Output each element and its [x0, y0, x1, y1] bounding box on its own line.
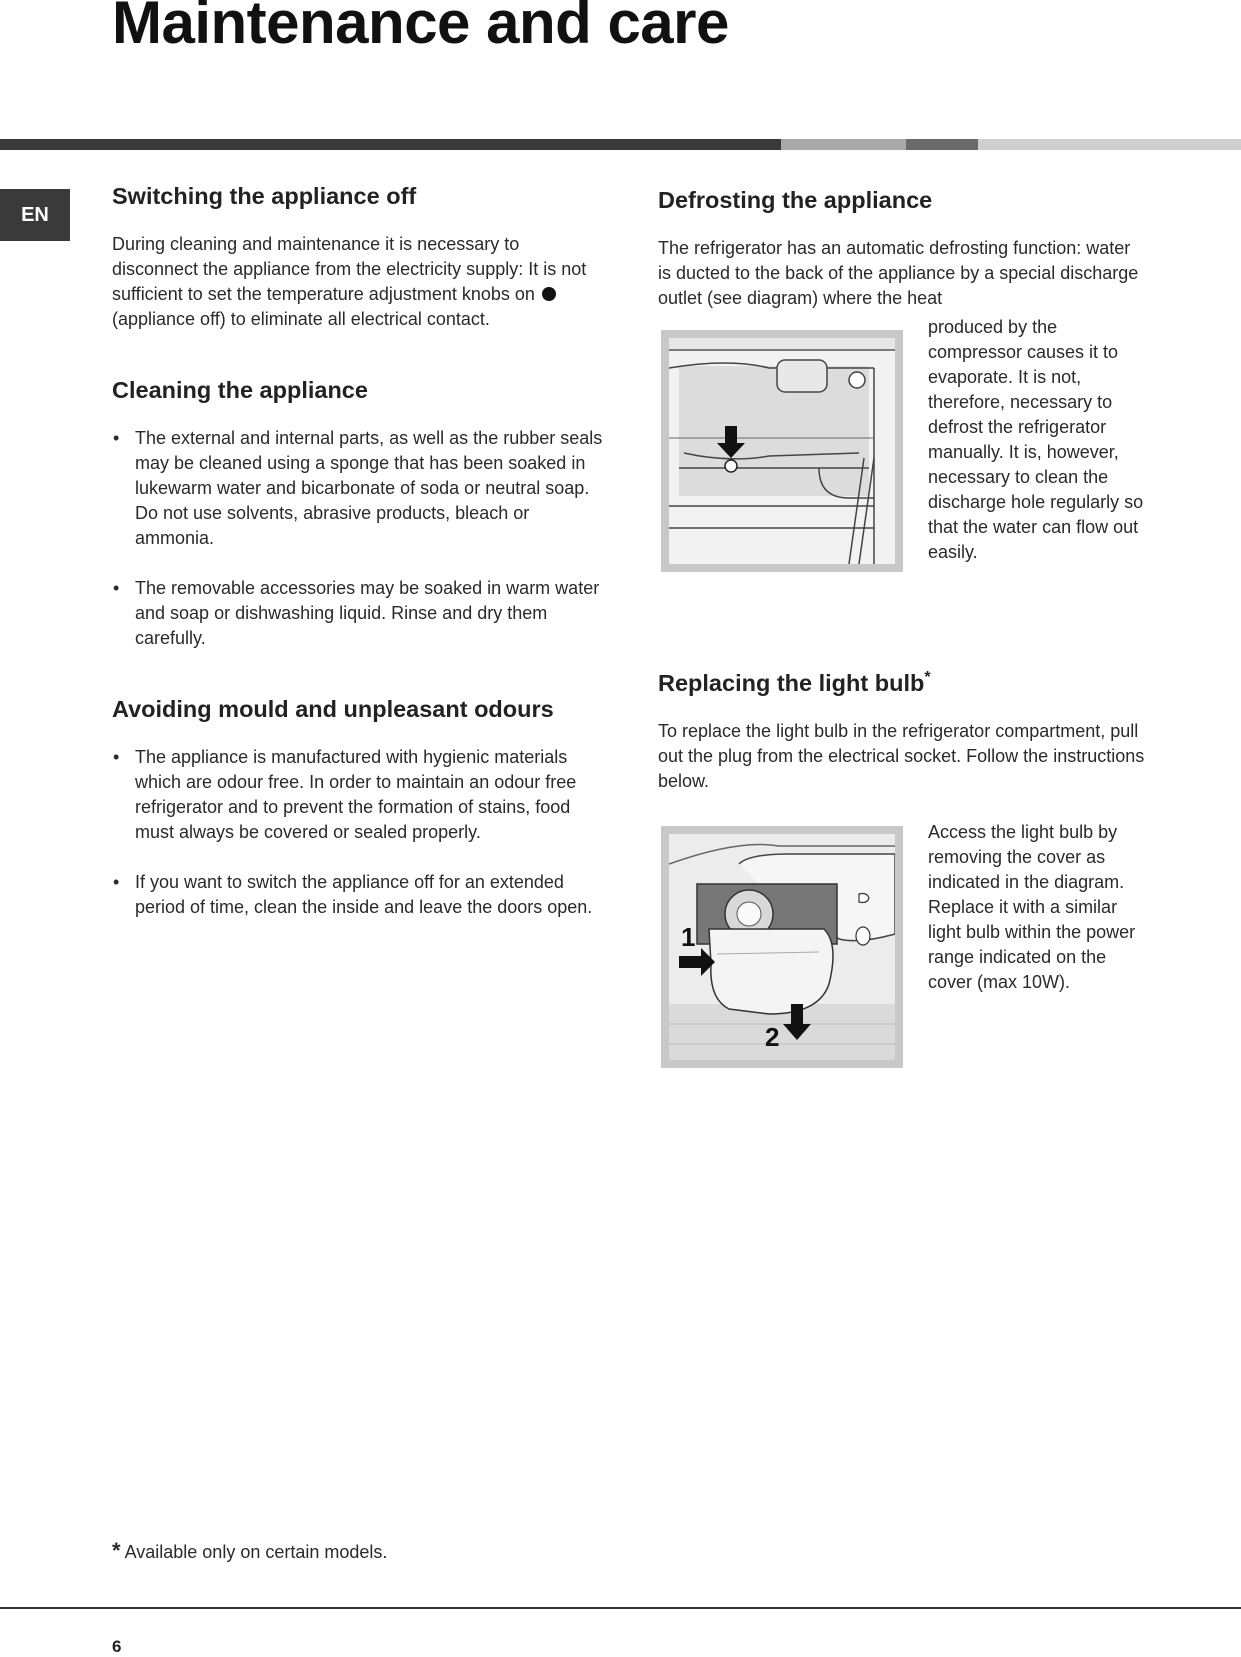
bulb-side-text-a: Access the light bulb by removing the cover as indicated in the diagram.: [928, 822, 1125, 892]
bulb-replacement-illustration: [669, 834, 895, 1060]
footnote-text: Available only on certain models.: [124, 1542, 388, 1562]
off-position-icon: [542, 287, 556, 301]
defrosting-heading: Defrosting the appliance: [658, 187, 933, 213]
header-band-pale: [978, 139, 1241, 150]
language-tab: EN: [0, 189, 70, 241]
footnote: [112, 1538, 387, 1564]
list-item: • The external and internal parts, as well as the rubber seals may be cleaned using a sponge that has been soaked in lukewarm water and bicarbonate of soda or neutral soap. Do not use solvents, abrasive products, bleach or ammonia.: [112, 426, 607, 551]
list-item: • If you want to switch the appliance off for an extended period of time, clean the inside and leave the doors open.: [112, 870, 607, 920]
bulb-diagram: [661, 826, 903, 1068]
step-1-label: 1: [681, 922, 696, 952]
cleaning-list: [112, 426, 607, 651]
bulb-intro: To replace the light bulb in the refrigerator compartment, pull out the plug from the electrical socket. Follow the instructions below.: [658, 720, 1145, 791]
footer-rule: [0, 1607, 1241, 1609]
bulb-heading-asterisk: *: [924, 669, 931, 686]
mould-heading: Avoiding mould and unpleasant odours: [112, 696, 554, 722]
mould-section: [112, 693, 607, 920]
cleaning-heading: Cleaning the appliance: [112, 377, 368, 403]
switching-text: [112, 232, 607, 332]
switching-text-a: During cleaning and maintenance it is necessary to disconnect the appliance from the electricity supply: It is not sufficient to set the temperature adjustment knobs on: [112, 234, 587, 304]
defrost-drain-illustration: [669, 338, 895, 564]
switching-text-b: (appliance off) to eliminate all electrical contact.: [112, 309, 490, 329]
defrost-diagram: [661, 330, 903, 572]
bulb-side-text-b: Replace it with a similar light bulb within the power range indicated on the cover (max 10W).: [928, 897, 1136, 992]
bulb-side-text: [928, 820, 1153, 995]
switching-section: [112, 180, 607, 332]
left-column: [112, 180, 607, 920]
step-2-label: 2: [765, 1022, 780, 1052]
bulb-heading: [658, 662, 1148, 699]
list-item: • The appliance is manufactured with hygienic materials which are odour free. In order to maintain an odour free refrigerator and to prevent the formation of stains, food must always be covered or sealed properly.: [112, 745, 607, 845]
cleaning-section: [112, 374, 607, 651]
page-number: 6: [112, 1637, 122, 1656]
footnote-asterisk: *: [112, 1538, 121, 1563]
switching-heading: Switching the appliance off: [112, 183, 417, 209]
page-title: Maintenance and care: [112, 0, 729, 56]
bulb-heading-text: Replacing the light bulb: [658, 669, 925, 696]
header-band-dark: [0, 139, 781, 150]
defrosting-intro: The refrigerator has an automatic defrosting function: water is ducted to the back of the appliance by a special discharge outlet (see diagram) where the heat: [658, 238, 1139, 308]
defrosting-side-text: produced by the compressor causes it to evaporate. It is not, therefore, necessary to defrost the refrigerator manually. It is, however, necessary to clean the discharge hole regularly so that the water can flow out easily.: [928, 317, 1144, 562]
defrosting-section: [658, 184, 1148, 311]
mould-list: [112, 745, 607, 920]
bulb-section: [658, 662, 1148, 794]
list-item: • The removable accessories may be soaked in warm water and soap or dishwashing liquid. Rinse and dry them carefully.: [112, 576, 607, 651]
header-band-mid: [906, 139, 978, 150]
header-band-light: [781, 139, 906, 150]
